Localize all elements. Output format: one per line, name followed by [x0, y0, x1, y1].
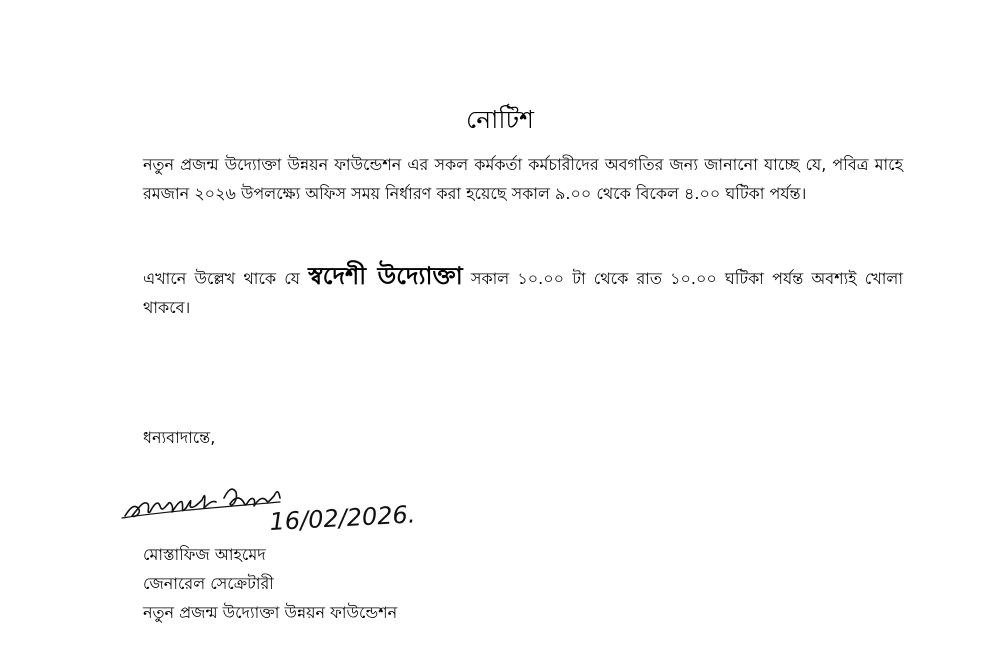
closing-greeting: ধন্যবাদান্তে, [143, 428, 216, 447]
handwritten-signature [120, 478, 450, 548]
signatory-name: মোস্তাফিজ আহমেদ [143, 545, 266, 564]
notice-paragraph-office-hours: নতুন প্রজন্ম উদ্যোক্তা উন্নয়ন ফাউন্ডেশন এর সকল কর্মকর্তা কর্মচারীদের অবগতির জন্য জানানো যাচ্ছে যে, পবিত্র মাহে রমজান ২০২৬ উপলক্ষ্যে অফিস সময় নির্ধারণ করা হয়েছে সকাল ৯.০০ থেকে বিকেল ৪.০০ ঘটিকা পর্যন্ত। [143, 155, 903, 203]
signature-date: 16/02/2026. [268, 500, 417, 536]
paragraph-text-after-brand: সকাল ১০.০০ টা থেকে রাত ১০.০০ ঘটিকা পর্যন্ত অবশ্যই খোলা থাকবে। [143, 269, 903, 317]
notice-title: নোটিশ [466, 105, 534, 134]
brand-name: স্বদেশী উদ্যোক্তা [308, 262, 463, 290]
signatory-organization: নতুন প্রজন্ম উদ্যোক্তা উন্নয়ন ফাউন্ডেশন [143, 603, 398, 622]
paragraph-text-before-brand: এখানে উল্লেখ থাকে যে [143, 269, 309, 288]
signature-scrawl [125, 489, 280, 516]
signatory-designation: জেনারেল সেক্রেটারী [143, 574, 274, 593]
signatory-block [143, 540, 397, 627]
notice-paragraph-shop-hours [143, 262, 903, 322]
